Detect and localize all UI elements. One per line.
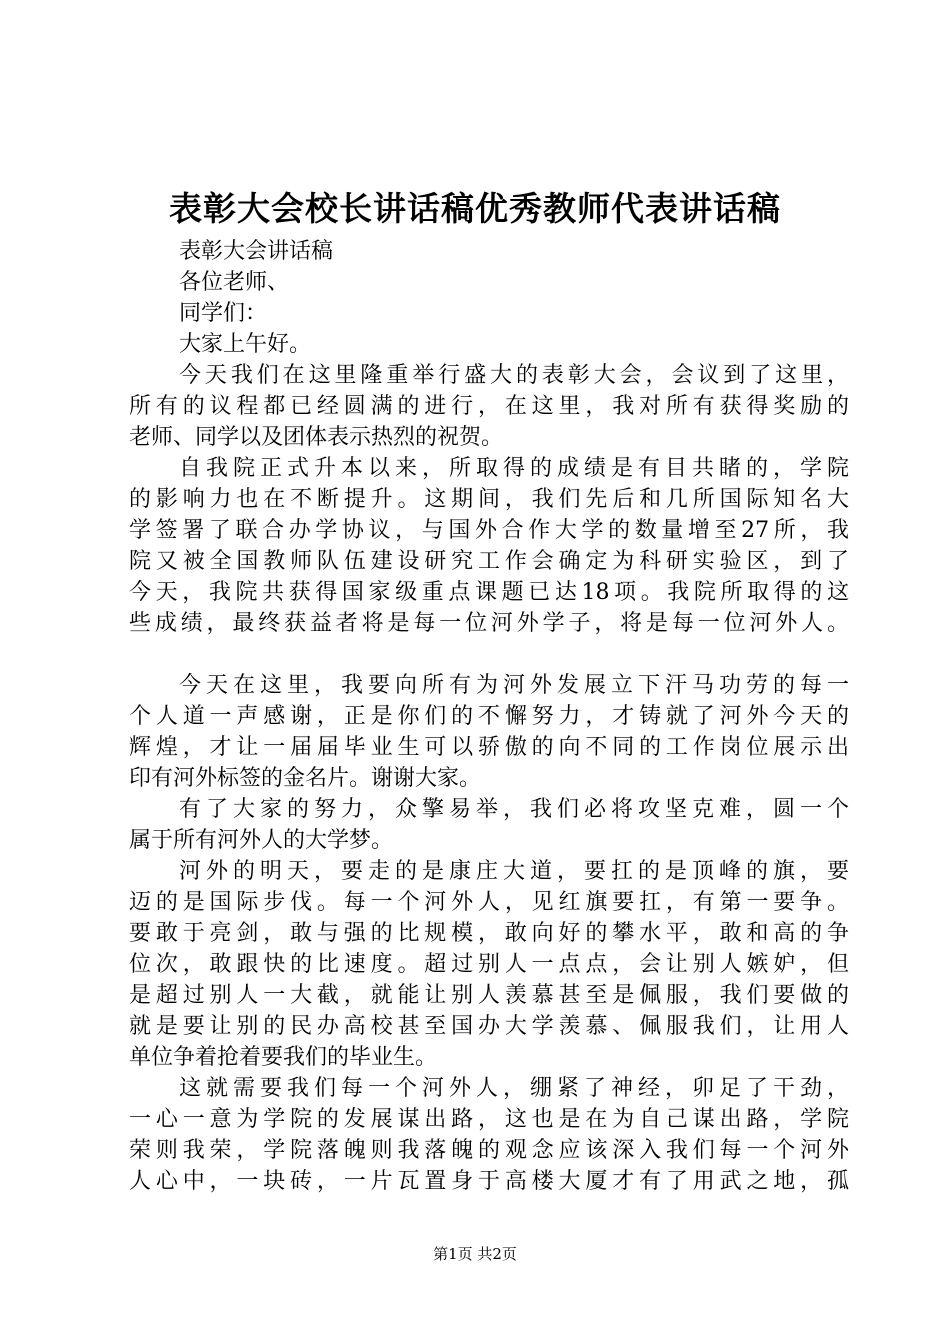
- text-line: 要敢于亮剑，敢与强的比规模，敢向好的攀水平，敢和高的争: [129, 921, 849, 946]
- blank-line: [129, 639, 849, 670]
- text-line: 表彰大会讲话稿: [179, 239, 334, 264]
- text-line: 今天我们在这里隆重举行盛大的表彰大会，会议到了这里，: [179, 363, 849, 388]
- text-line: 人心中，一块砖，一片瓦置身于高楼大厦才有了用武之地，孤: [129, 1169, 849, 1194]
- text-line: 老师、同学以及团体表示热烈的祝贺。: [129, 425, 504, 450]
- text-line: 学签署了联合办学协议，与国外合作大学的数量增至27所，我: [129, 518, 849, 543]
- text-line: 今天，我院共获得国家级重点课题已达18项。我院所取得的这: [129, 580, 849, 605]
- text-line: 河外的明天，要走的是康庄大道，要扛的是顶峰的旗，要: [179, 859, 849, 884]
- text-line: 这就需要我们每一个河外人，绷紧了神经，卯足了干劲，: [179, 1076, 849, 1101]
- text-line: 迈的是国际步伐。每一个河外人，见红旗要扛，有第一要争。: [129, 890, 849, 915]
- text-line: 辉煌，才让一届届毕业生可以骄傲的向不同的工作岗位展示出: [129, 735, 849, 760]
- text-line: 自我院正式升本以来，所取得的成绩是有目共睹的，学院: [179, 456, 849, 481]
- text-line: 今天在这里，我要向所有为河外发展立下汗马功劳的每一: [179, 673, 849, 698]
- text-line: 单位争着抢着要我们的毕业生。: [129, 1045, 438, 1070]
- text-line: 就是要让别的民办高校甚至国办大学羡慕、佩服我们，让用人: [129, 1014, 849, 1039]
- text-line: 位次，敢跟快的比速度。超过别人一点点，会让别人嫉妒，但: [129, 952, 849, 977]
- page-footer: 第1页 共2页: [433, 1245, 517, 1263]
- document-body: [129, 236, 849, 1197]
- text-line: 的影响力也在不断提升。这期间，我们先后和几所国际知名大: [129, 487, 849, 512]
- text-line: 印有河外标签的金名片。谢谢大家。: [129, 766, 482, 791]
- document-title: 表彰大会校长讲话稿优秀教师代表讲话稿: [169, 189, 781, 228]
- text-line: 属于所有河外人的大学梦。: [129, 828, 394, 853]
- text-line: 个人道一声感谢，正是你们的不懈努力，才铸就了河外今天的: [129, 704, 849, 729]
- text-line: 同学们：: [179, 301, 268, 326]
- text-line: 大家上午好。: [179, 332, 312, 357]
- text-line: 是超过别人一大截，就能让别人羡慕甚至是佩服，我们要做的: [129, 983, 849, 1008]
- text-line: 荣则我荣，学院落魄则我落魄的观念应该深入我们每一个河外: [129, 1138, 849, 1163]
- text-line: 院又被全国教师队伍建设研究工作会确定为科研实验区，到了: [129, 549, 849, 574]
- text-line: 些成绩，最终获益者将是每一位河外学子，将是每一位河外人。: [129, 611, 849, 636]
- text-line: 所有的议程都已经圆满的进行，在这里，我对所有获得奖励的: [129, 394, 849, 419]
- text-line: 一心一意为学院的发展谋出路，这也是在为自己谋出路，学院: [129, 1107, 849, 1132]
- text-line: 各位老师、: [179, 270, 290, 295]
- text-line: 有了大家的努力，众擎易举，我们必将攻坚克难，圆一个: [179, 797, 849, 822]
